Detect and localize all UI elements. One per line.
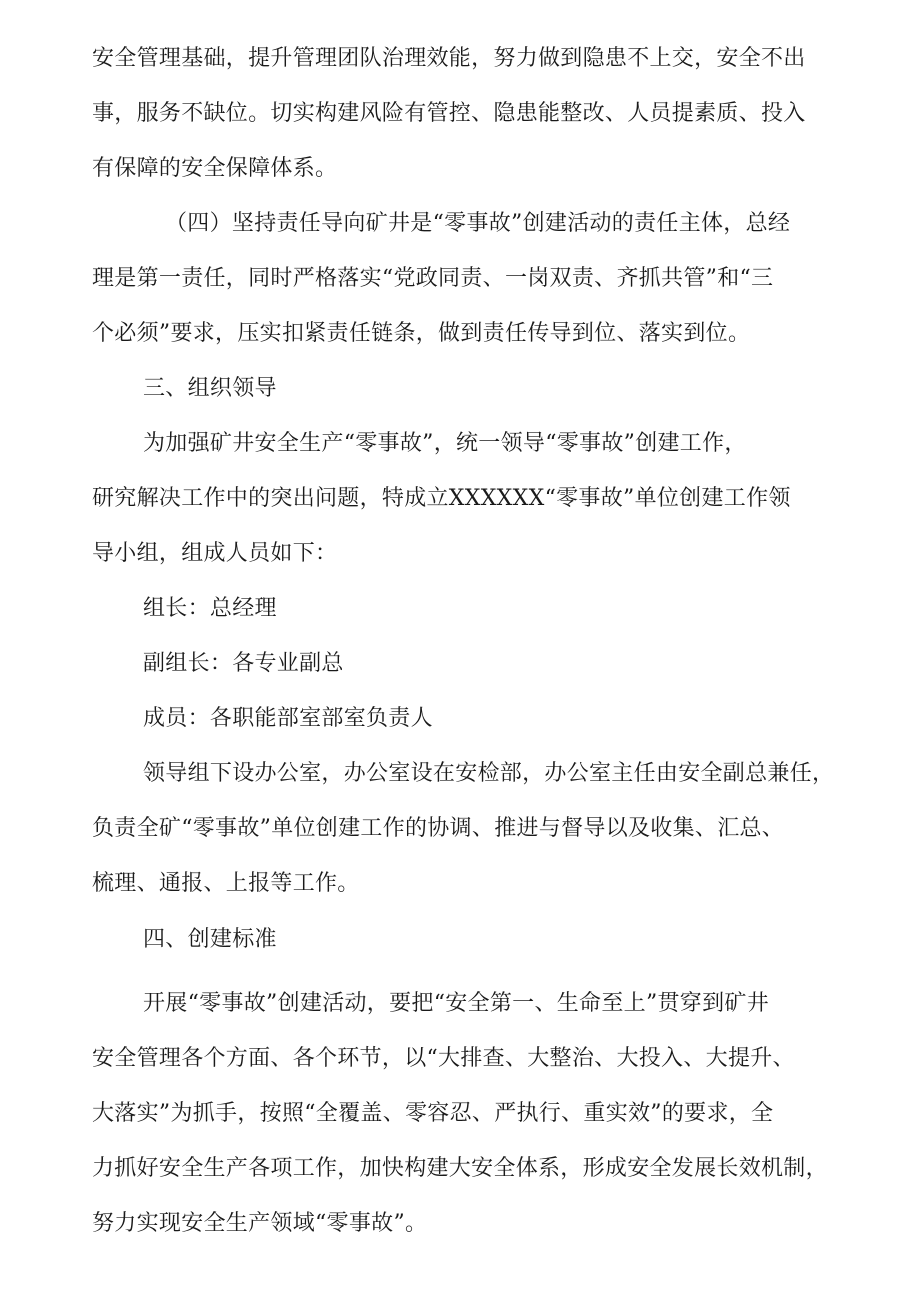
section-heading: 四、创建标准 — [143, 927, 277, 952]
text-line: 成员：各职能部室部室负责人 — [143, 706, 433, 731]
text-line: 有保障的安全保障体系。 — [92, 156, 338, 181]
text-line: 副组长：各专业副总 — [143, 651, 344, 676]
text-line: 安全管理各个方面、各个环节，以“大排查、大整治、大投入、大提升、 — [92, 1046, 795, 1071]
text-line: 事，服务不缺位。切实构建风险有管控、隐患能整改、人员提素质、投入 — [92, 101, 806, 126]
text-line: 大落实”为抓手，按照“全覆盖、零容忍、严执行、重实效”的要求，全 — [92, 1101, 774, 1126]
text-line: 梳理、通报、上报等工作。 — [92, 871, 360, 896]
text-line: 力抓好安全生产各项工作，加快构建大安全体系，形成安全发展长效机制， — [92, 1156, 828, 1181]
text-line: 个必须”要求，压实扣紧责任链条，做到责任传导到位、落实到位。 — [92, 321, 751, 346]
text-line: 领导组下设办公室，办公室设在安检部，办公室主任由安全副总兼任， — [143, 761, 835, 786]
text-line: 组长：总经理 — [143, 596, 277, 621]
text-line: 理是第一责任，同时严格落实“党政同责、一岗双责、齐抓共管”和“三 — [92, 266, 774, 291]
text-line: 导小组，组成人员如下： — [92, 541, 338, 566]
text-line: （四）坚持责任导向矿井是“零事故”创建活动的责任主体，总经 — [165, 211, 791, 236]
text-line: 研究解决工作中的突出问题，特成立XXXXXX“零事故”单位创建工作领 — [92, 486, 791, 511]
text-line: 为加强矿井安全生产“零事故”，统一领导“零事故”创建工作， — [143, 431, 747, 456]
text-line: 安全管理基础，提升管理团队治理效能，努力做到隐患不上交，安全不出 — [92, 46, 806, 71]
section-heading: 三、组织领导 — [143, 376, 277, 401]
text-line: 努力实现安全生产领域“零事故”。 — [92, 1211, 428, 1236]
text-line: 负责全矿“零事故”单位创建工作的协调、推进与督导以及收集、汇总、 — [92, 816, 785, 841]
text-line: 开展“零事故”创建活动，要把“安全第一、生命至上”贯穿到矿井 — [143, 991, 769, 1016]
